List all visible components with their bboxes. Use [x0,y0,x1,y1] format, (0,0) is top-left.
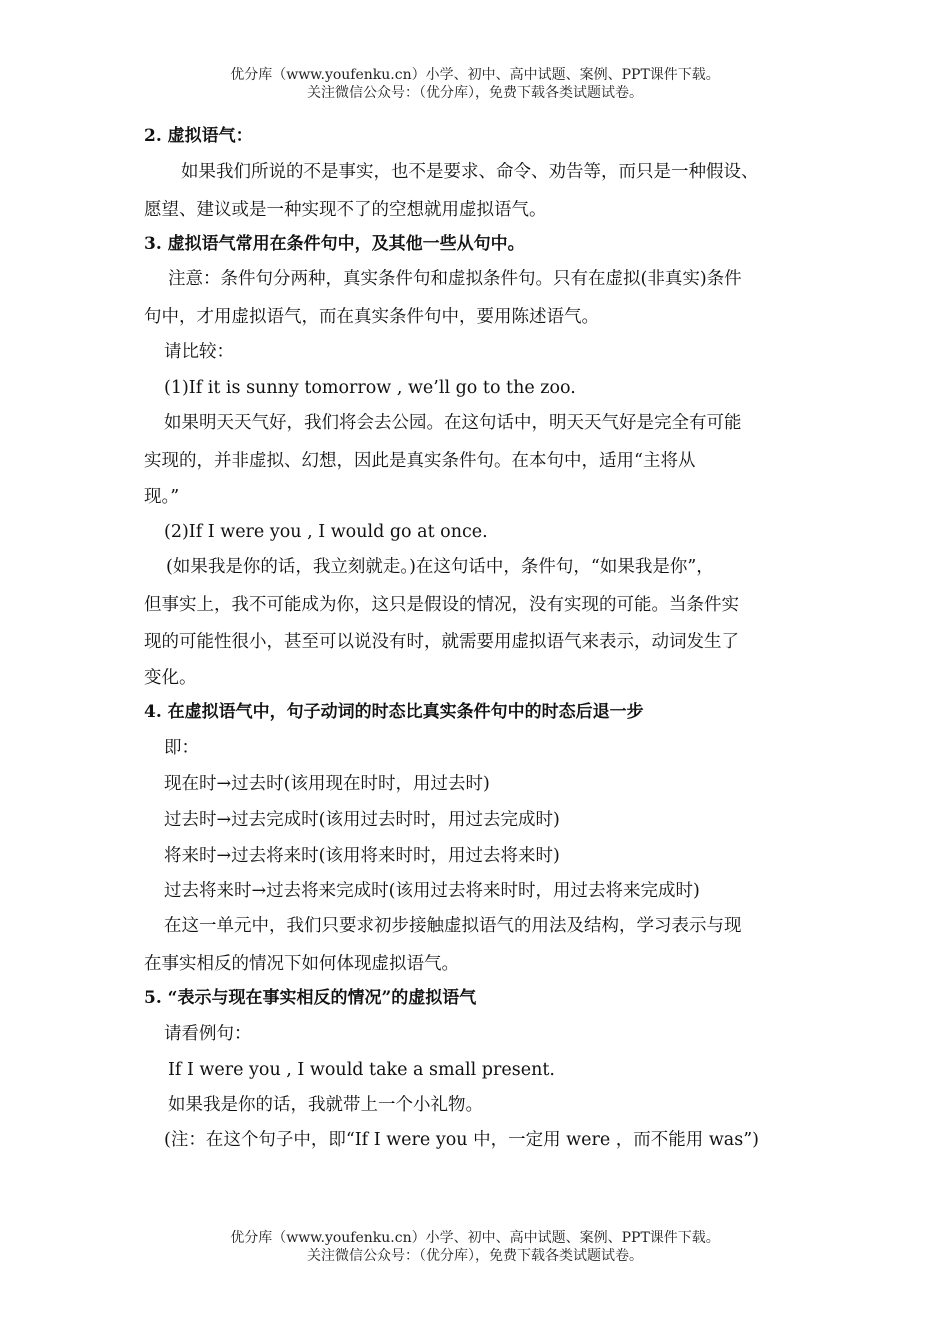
tense-rule: 过去将来时→过去将来完成时(该用过去将来时时，用过去将来完成时) [164,881,700,901]
heading-3: 3. 虚拟语气常用在条件句中，及其他一些从句中。 [144,234,525,254]
footer-line-1: 优分库（www.youfenku.cn）小学、初中、高中试题、案例、PPT课件下载。 [230,1230,720,1246]
example-sentence: (1)If it is sunny tomorrow , we’ll go to the zoo. [164,378,576,398]
paragraph-line: 如果明天天气好，我们将会去公园。在这句话中，明天天气好是完全有可能 [164,413,742,433]
paragraph-line: 注意：条件句分两种，真实条件句和虚拟条件句。只有在虚拟(非真实)条件 [168,269,742,289]
tense-rule: 将来时→过去将来时(该用将来时时，用过去将来时) [164,846,560,866]
note-line: (注：在这个句子中，即“If I were you 中，一定用 were ，而不能用 was”) [164,1130,759,1150]
header-line-2: 关注微信公众号：（优分库），免费下载各类试题试卷。 [307,85,643,101]
paragraph-line: 句中，才用虚拟语气，而在真实条件句中，要用陈述语气。 [144,307,599,327]
paragraph-line: 现。” [144,487,180,507]
tense-rule: 过去时→过去完成时(该用过去时时，用过去完成时) [164,810,560,830]
heading-4: 4. 在虚拟语气中，句子动词的时态比真实条件句中的时态后退一步 [144,702,644,722]
example-sentence: If I were you , I would take a small present. [168,1060,555,1080]
paragraph-line: 如果我们所说的不是事实，也不是要求、命令、劝告等，而只是一种假设、 [181,162,759,182]
heading-5: 5. “表示与现在事实相反的情况”的虚拟语气 [144,988,477,1008]
paragraph-line: 但事实上，我不可能成为你，这只是假设的情况，没有实现的可能。当条件实 [144,595,739,615]
paragraph-line: 现的可能性很小，甚至可以说没有时，就需要用虚拟语气来表示，动词发生了 [144,632,739,652]
page-header [0,66,950,102]
paragraph-line: 实现的，并非虚拟、幻想，因此是真实条件句。在本句中，适用“主将从 [144,451,696,471]
paragraph-line: 即： [164,738,199,758]
heading-2: 2. 虚拟语气： [144,126,253,146]
footer-line-2: 关注微信公众号：（优分库），免费下载各类试题试卷。 [307,1248,643,1264]
header-line-1: 优分库（www.youfenku.cn）小学、初中、高中试题、案例、PPT课件下载。 [230,67,720,83]
tense-rule: 现在时→过去时(该用现在时时，用过去时) [164,774,490,794]
paragraph-line: 愿望、建议或是一种实现不了的空想就用虚拟语气。 [144,200,547,220]
paragraph-line: 在事实相反的情况下如何体现虚拟语气。 [144,954,459,974]
paragraph-line: 变化。 [144,668,197,688]
page-footer [0,1229,950,1265]
example-sentence: (2)If I were you , I would go at once. [164,522,488,542]
paragraph-line: 请看例句： [164,1024,252,1044]
paragraph-line: 如果我是你的话，我就带上一个小礼物。 [168,1095,483,1115]
paragraph-line: 在这一单元中，我们只要求初步接触虚拟语气的用法及结构，学习表示与现 [164,916,742,936]
paragraph-line: 请比较： [164,342,234,362]
paragraph-line: (如果我是你的话，我立刻就走。)在这句话中，条件句，“如果我是你”， [166,557,714,577]
